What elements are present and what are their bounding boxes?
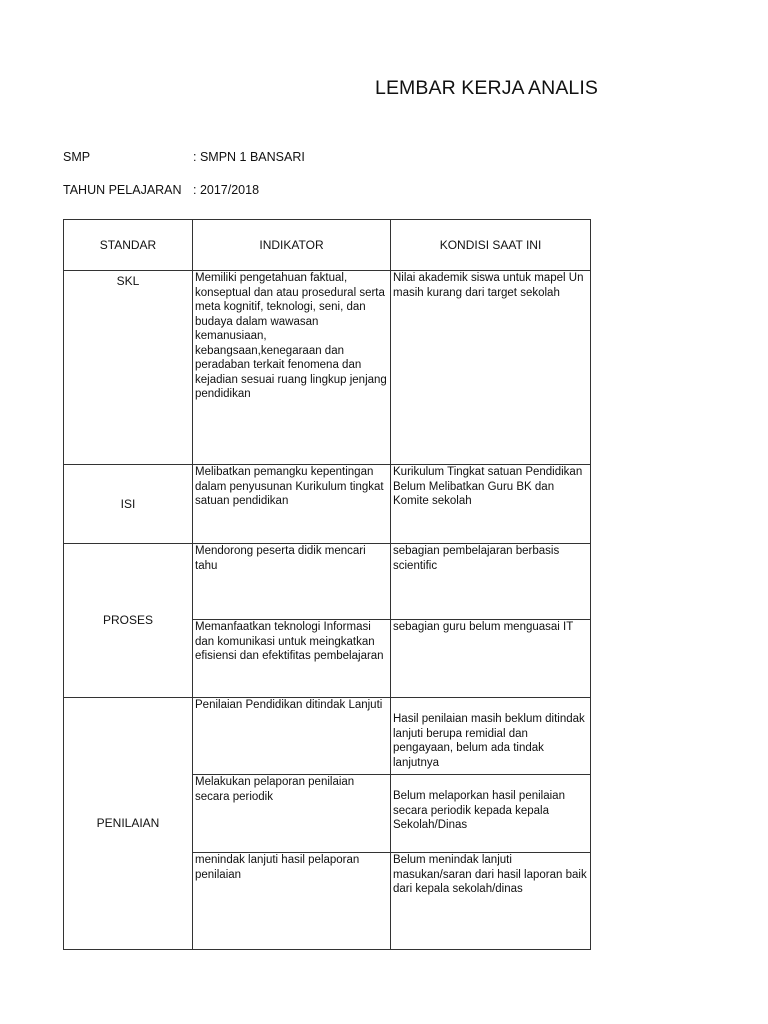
kondisi-cell: Belum melaporkan hasil penilaian secara periodik kepada kepala Sekolah/Dinas [391, 775, 591, 853]
kondisi-cell: sebagian guru belum menguasai IT [391, 620, 591, 698]
indikator-cell: menindak lanjuti hasil pelaporan penilaian [193, 853, 391, 950]
indikator-cell: Memiliki pengetahuan faktual, konseptual dan atau prosedural serta meta kognitif, teknologi, seni, dan budaya dalam wawasan kemanusiaan, kebangsaan,kenegaraan dan peradaban terkait fenomena dan kejadian sesuai ruang lingkup jenjang pendidikan [193, 271, 391, 465]
academic-year-label: TAHUN PELAJARAN [63, 183, 182, 197]
indikator-cell: Mendorong peserta didik mencari tahu [193, 544, 391, 620]
academic-year-value: : 2017/2018 [193, 183, 260, 197]
standard-isi: ISI [64, 465, 193, 544]
kondisi-cell: Belum menindak lanjuti masukan/saran dari hasil laporan baik dari kepala sekolah/dinas [391, 853, 591, 950]
kondisi-cell: sebagian pembelajaran berbasis scientific [391, 544, 591, 620]
standard-skl: SKL [64, 271, 193, 465]
table-header-row [64, 220, 591, 271]
indikator-cell: Melakukan pelaporan penilaian secara periodik [193, 775, 391, 853]
indikator-cell: Memanfaatkan teknologi Informasi dan komunikasi untuk meingkatkan efisiensi dan efektifitas pembelajaran [193, 620, 391, 698]
standard-proses: PROSES [64, 544, 193, 698]
kondisi-cell: Kurikulum Tingkat satuan Pendidikan Belum Melibatkan Guru BK dan Komite sekolah [391, 465, 591, 544]
table-row-penilaian-1 [64, 698, 591, 775]
table-row-isi [64, 465, 591, 544]
kondisi-cell: Hasil penilaian masih beklum ditindak lanjuti berupa remidial dan pengayaan, belum ada tindak lanjutnya [391, 698, 591, 775]
header-indikator: INDIKATOR [193, 220, 391, 271]
standard-penilaian: PENILAIAN [64, 698, 193, 950]
header-kondisi: KONDISI SAAT INI [391, 220, 591, 271]
header-standar: STANDAR [64, 220, 193, 271]
school-label: SMP [63, 150, 91, 164]
indikator-cell: Penilaian Pendidikan ditindak Lanjuti [193, 698, 391, 775]
table-row-proses-1 [64, 544, 591, 620]
analysis-table [63, 219, 591, 950]
document-title: LEMBAR KERJA ANALIS [375, 77, 598, 99]
kondisi-cell: Nilai akademik siswa untuk mapel Un masih kurang dari target sekolah [391, 271, 591, 465]
indikator-cell: Melibatkan pemangku kepentingan dalam penyusunan Kurikulum tingkat satuan pendidikan [193, 465, 391, 544]
school-value: : SMPN 1 BANSARI [193, 150, 305, 164]
table-row-skl [64, 271, 591, 465]
